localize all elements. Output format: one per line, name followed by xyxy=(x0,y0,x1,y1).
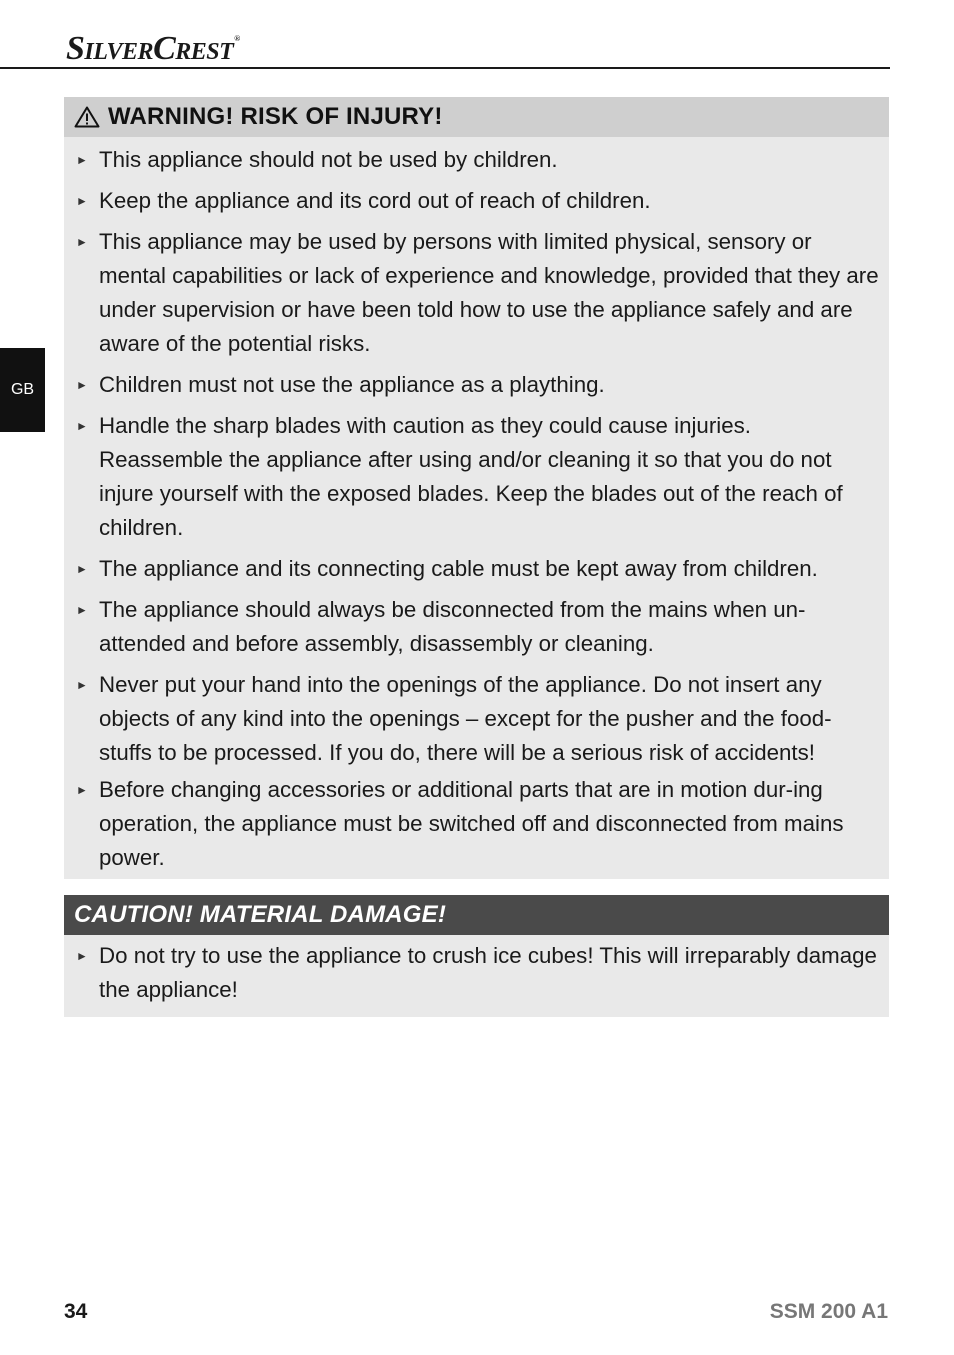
model-number: SSM 200 A1 xyxy=(769,1300,888,1323)
warning-triangle-icon xyxy=(74,106,100,128)
item-text: This appliance may be used by persons with limited physical, sensory or mental capabilities or lack of experience and knowledge, provided that they are under supervision or have been told how to use the appliance safely and are aware of the potential risks. xyxy=(99,229,879,356)
bullet-arrow-icon: ► xyxy=(76,949,88,963)
bullet-arrow-icon: ► xyxy=(76,783,88,797)
bullet-arrow-icon: ► xyxy=(76,194,88,208)
list-item xyxy=(64,668,889,770)
warning-box xyxy=(64,97,889,879)
item-text: Never put your hand into the openings of the appliance. Do not insert any objects of any kind into the openings – except for the pusher and the food-stuffs to be processed. If you do, there will be a serious risk of accidents! xyxy=(99,672,832,765)
list-item xyxy=(64,184,889,218)
list-item xyxy=(64,552,889,586)
warning-title: WARNING! RISK OF INJURY! xyxy=(108,103,443,130)
bullet-arrow-icon: ► xyxy=(76,378,88,392)
language-code: GB xyxy=(10,381,35,398)
list-item xyxy=(64,225,889,361)
list-item xyxy=(64,773,889,875)
warning-header xyxy=(64,97,889,137)
page-number: 34 xyxy=(64,1300,88,1323)
caution-list xyxy=(64,935,889,1007)
logo-letter-s: S xyxy=(66,30,85,67)
item-text: Children must not use the appliance as a plaything. xyxy=(99,372,605,397)
caution-title: CAUTION! MATERIAL DAMAGE! xyxy=(74,901,447,928)
item-text: Keep the appliance and its cord out of reach of children. xyxy=(99,188,651,213)
logo-word-ilver: ILVER xyxy=(84,39,154,65)
item-text: The appliance should always be disconnected from the mains when un-attended and before assembly, disassembly or cleaning. xyxy=(99,597,806,656)
bullet-arrow-icon: ► xyxy=(76,603,88,617)
bullet-arrow-icon: ► xyxy=(76,562,88,576)
warning-list xyxy=(64,137,889,875)
registered-mark: ® xyxy=(234,34,240,43)
caution-box xyxy=(64,895,889,1017)
language-tab xyxy=(0,348,45,432)
list-item xyxy=(64,593,889,661)
item-text: This appliance should not be used by children. xyxy=(99,147,558,172)
bullet-arrow-icon: ► xyxy=(76,153,88,167)
list-item xyxy=(64,143,889,177)
logo-letter-c: C xyxy=(153,30,176,67)
item-text: Handle the sharp blades with caution as they could cause injuries. Reassemble the appliance after using and/or cleaning it so that you do not injure yourself with the exposed blades. Keep the blades out of the reach of children. xyxy=(99,413,843,540)
caution-header xyxy=(64,895,889,935)
item-text: Before changing accessories or additional parts that are in motion dur-ing operation, the appliance must be switched off and disconnected from mains power. xyxy=(99,777,844,870)
header-rule xyxy=(0,67,890,69)
list-item xyxy=(64,939,889,1007)
bullet-arrow-icon: ► xyxy=(76,419,88,433)
item-text: Do not try to use the appliance to crush ice cubes! This will irreparably damage the appliance! xyxy=(99,943,877,1002)
brand-logo xyxy=(66,22,240,69)
bullet-arrow-icon: ► xyxy=(76,235,88,249)
list-item xyxy=(64,368,889,402)
list-item xyxy=(64,409,889,545)
bullet-arrow-icon: ► xyxy=(76,678,88,692)
logo-word-rest: REST xyxy=(175,39,234,65)
item-text: The appliance and its connecting cable must be kept away from children. xyxy=(99,556,818,581)
